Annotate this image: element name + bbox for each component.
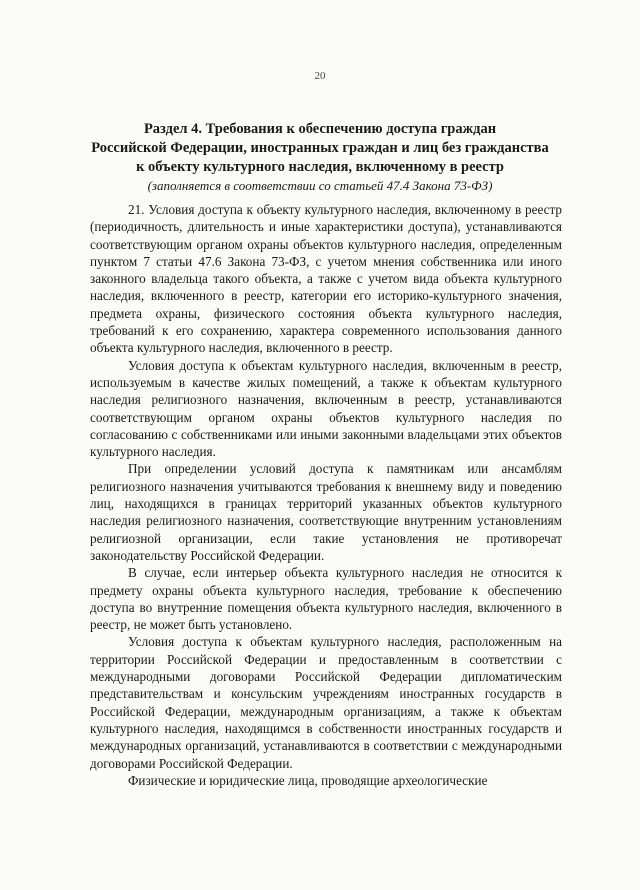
section-title-line-2: Российской Федерации, иностранных граждан и лиц без гражданства bbox=[91, 140, 549, 156]
paragraph-diplomatic-objects: Условия доступа к объектам культурного наследия, расположенным на территории Российской Федерации и предоставленным в соответствии с международными договорами Российской Федерации дипломатическим представительствам и консульским учреждениям иностранных государств в Российской Федерации, международным организациям, а также к объектам культурного наследия, находящимся в собственности иностранных государств и международных организаций, устанавливаются в соответствии с международными договорами Российской Федерации. bbox=[90, 634, 562, 771]
page-number: 20 bbox=[314, 70, 326, 82]
paragraph-religious-monuments: При определении условий доступа к памятникам или ансамблям религиозного назначения учитываются требования к внешнему виду и поведению лиц, находящихся в границах территорий указанных объектов культурного наследия религиозного назначения, соответствующие внутренним установлениям религиозной организации, если такие установления не противоречат законодательству Российской Федерации. bbox=[90, 461, 562, 563]
paragraph-21: 21. Условия доступа к объекту культурного наследия, включенному в реестр (периодичность, длительность и иные характеристики доступа), устанавливаются соответствующим органом охраны объектов культурного наследия, определенным пунктом 7 статьи 47.6 Закона 73-ФЗ, с учетом мнения собственника или иного законного владельца такого объекта, а также с учетом вида объекта культурного наследия, включенного в реестр, категории его историко-культурного значения, предмета охраны, физического состояния объекта культурного наследия, требований к его сохранению, характера современного использования данного объекта культурного наследия, включенного в реестр. bbox=[90, 202, 562, 356]
section-title-line-1: Раздел 4. Требования к обеспечению доступа граждан bbox=[143, 121, 497, 137]
paragraph-interior-not-protected: В случае, если интерьер объекта культурного наследия не относится к предмету охраны объекта культурного наследия, требование к обеспечению доступа во внутренние помещения объекта культурного наследия, включенного в реестр, не может быть установлено. bbox=[90, 565, 562, 633]
section-title-line-3: к объекту культурного наследия, включенному в реестр bbox=[136, 159, 504, 175]
paragraph-archaeological-persons: Физические и юридические лица, проводящие археологические bbox=[128, 772, 488, 788]
document-body bbox=[90, 201, 562, 789]
section-note: (заполняется в соответствии со статьей 47.4 Закона 73-ФЗ) bbox=[147, 178, 493, 193]
section-heading bbox=[0, 120, 640, 195]
paragraph-residential-religious-access: Условия доступа к объектам культурного наследия, включенным в реестр, используемым в качестве жилых помещений, а также к объектам культурного наследия религиозного назначения, включенным в реестр, устанавливаются соответствующим органом охраны объектов культурного наследия по согласованию с собственниками или иными законными владельцами этих объектов культурного наследия. bbox=[90, 357, 562, 460]
